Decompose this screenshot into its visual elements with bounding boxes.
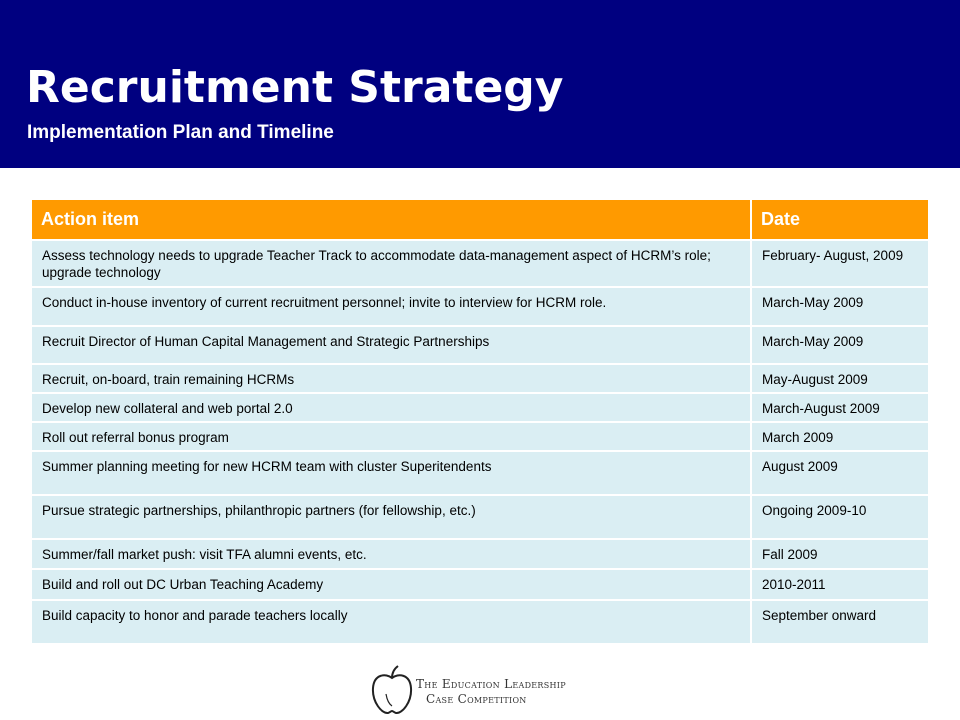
table-row — [32, 364, 928, 393]
column-header-action-item: Action item — [32, 200, 751, 240]
action-item-cell: Assess technology needs to upgrade Teacher Track to accommodate data-management aspect of HCRM’s role; upgrade technology — [32, 240, 751, 287]
date-cell: May-August 2009 — [751, 364, 928, 393]
action-item-cell: Build and roll out DC Urban Teaching Academy — [32, 569, 751, 600]
education-leadership-logo — [370, 664, 610, 716]
table-row — [32, 287, 928, 326]
table-row — [32, 451, 928, 495]
column-header-date: Date — [751, 200, 928, 240]
table-row — [32, 240, 928, 287]
apple-icon — [370, 664, 414, 716]
action-item-cell: Recruit, on-board, train remaining HCRMs — [32, 364, 751, 393]
page-subtitle: Implementation Plan and Timeline — [27, 122, 334, 143]
date-cell: Ongoing 2009-10 — [751, 495, 928, 539]
date-cell: 2010-2011 — [751, 569, 928, 600]
table-row — [32, 326, 928, 364]
logo-text-line2: Case Competition — [426, 692, 527, 706]
implementation-plan-table — [32, 200, 928, 645]
date-cell: Fall 2009 — [751, 539, 928, 569]
date-cell: March-August 2009 — [751, 393, 928, 422]
action-item-cell: Summer/fall market push: visit TFA alumni events, etc. — [32, 539, 751, 569]
action-item-cell: Roll out referral bonus program — [32, 422, 751, 451]
date-cell: March-May 2009 — [751, 326, 928, 364]
table-row — [32, 495, 928, 539]
table-row — [32, 393, 928, 422]
date-cell: March-May 2009 — [751, 287, 928, 326]
action-item-cell: Conduct in-house inventory of current recruitment personnel; invite to interview for HCRM role. — [32, 287, 751, 326]
action-item-cell: Build capacity to honor and parade teachers locally — [32, 600, 751, 644]
action-item-cell: Develop new collateral and web portal 2.0 — [32, 393, 751, 422]
action-item-cell: Summer planning meeting for new HCRM team with cluster Superitendents — [32, 451, 751, 495]
date-cell: August 2009 — [751, 451, 928, 495]
table-row — [32, 600, 928, 644]
table-header-row — [32, 200, 928, 240]
logo-text-line1: The Education Leadership — [416, 677, 566, 691]
date-cell: February- August, 2009 — [751, 240, 928, 287]
page-title: Recruitment Strategy — [26, 62, 564, 113]
action-item-cell: Recruit Director of Human Capital Management and Strategic Partnerships — [32, 326, 751, 364]
action-item-cell: Pursue strategic partnerships, philanthropic partners (for fellowship, etc.) — [32, 495, 751, 539]
date-cell: September onward — [751, 600, 928, 644]
table-row — [32, 539, 928, 569]
table-row — [32, 569, 928, 600]
title-banner — [0, 0, 960, 168]
date-cell: March 2009 — [751, 422, 928, 451]
table-row — [32, 422, 928, 451]
